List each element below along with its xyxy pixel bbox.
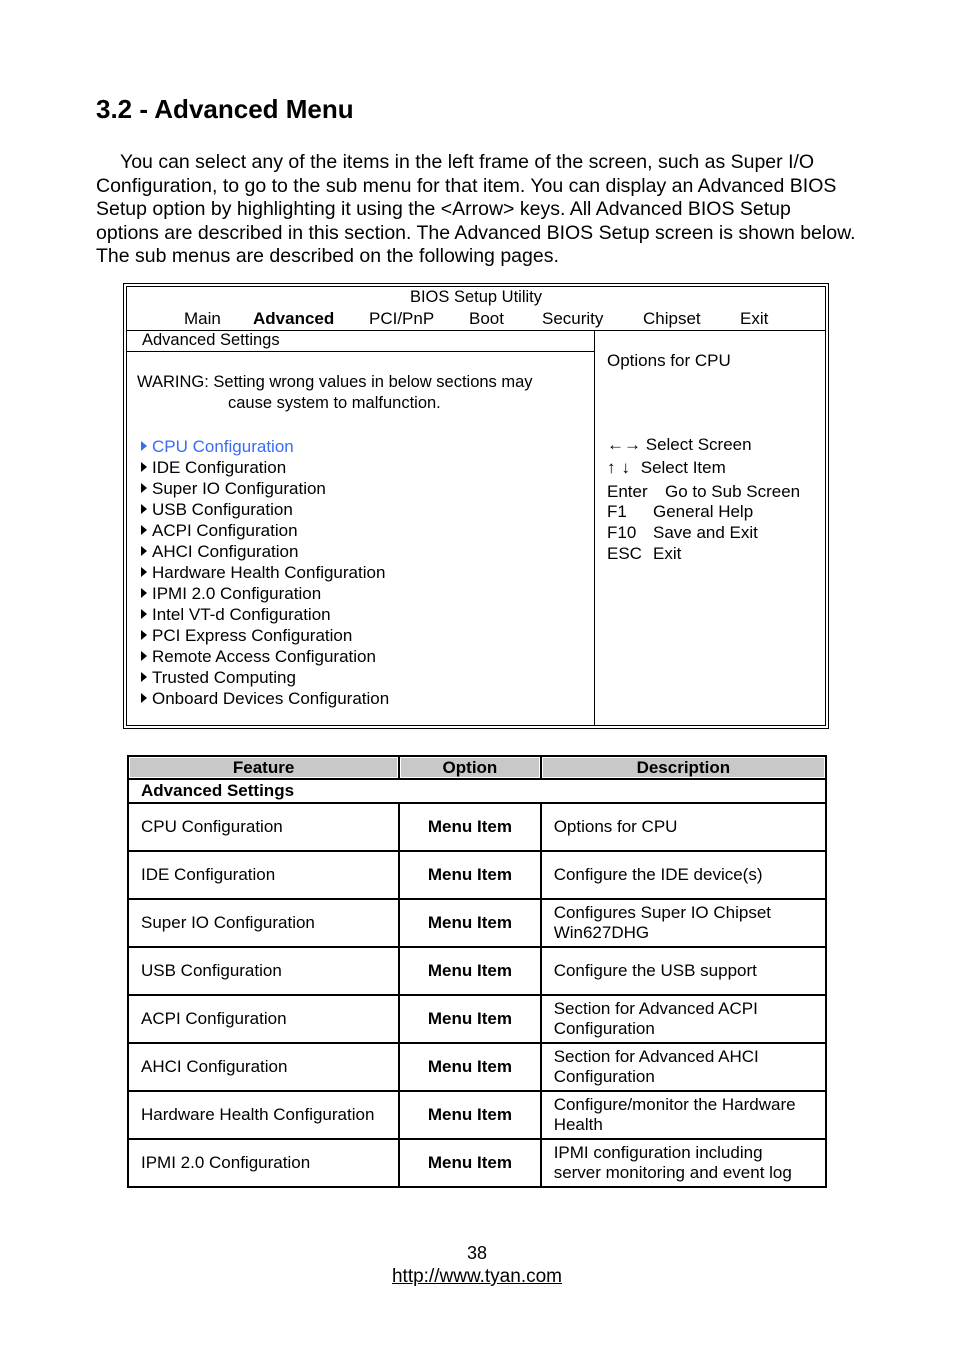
feature-cell: Super IO Configuration bbox=[128, 899, 399, 947]
key-hint bbox=[607, 502, 753, 522]
menu-boot[interactable]: Boot bbox=[469, 309, 504, 328]
table-header-row bbox=[128, 756, 826, 779]
option-cell: Menu Item bbox=[399, 803, 541, 851]
submenu-item-label: Hardware Health Configuration bbox=[152, 563, 386, 582]
triangle-right-icon bbox=[141, 462, 147, 472]
left-right-arrows-icon: ←→ bbox=[607, 435, 641, 454]
submenu-item-superio[interactable] bbox=[141, 478, 389, 499]
submenu-item-remote-access[interactable] bbox=[141, 646, 389, 667]
submenu-item-label: AHCI Configuration bbox=[152, 542, 299, 561]
description-cell: IPMI configuration including server monitoring and event log bbox=[541, 1139, 826, 1187]
triangle-right-icon bbox=[141, 546, 147, 556]
table-section-row bbox=[128, 779, 826, 803]
table-row bbox=[128, 1139, 826, 1187]
menu-main[interactable]: Main bbox=[184, 309, 221, 328]
column-header: Description bbox=[541, 756, 826, 779]
feature-cell: IPMI 2.0 Configuration bbox=[128, 1139, 399, 1187]
triangle-right-icon bbox=[141, 588, 147, 598]
divider bbox=[594, 330, 595, 725]
triangle-right-icon bbox=[141, 441, 147, 451]
triangle-right-icon bbox=[141, 567, 147, 577]
submenu-item-hardware-health[interactable] bbox=[141, 562, 389, 583]
column-header: Feature bbox=[128, 756, 399, 779]
submenu-item-usb[interactable] bbox=[141, 499, 389, 520]
key-hint bbox=[607, 523, 758, 543]
submenu-item-label: CPU Configuration bbox=[152, 437, 294, 456]
section-label: Advanced Settings bbox=[128, 779, 826, 803]
option-cell: Menu Item bbox=[399, 1091, 541, 1139]
footer-url bbox=[0, 1266, 954, 1288]
menu-advanced[interactable]: Advanced bbox=[253, 309, 335, 328]
divider bbox=[127, 351, 594, 352]
key-label: ESC bbox=[607, 544, 642, 563]
key-hint bbox=[607, 435, 752, 455]
table-row bbox=[128, 947, 826, 995]
description-cell: Configure/monitor the Hardware Health bbox=[541, 1091, 826, 1139]
description-cell: Configure the USB support bbox=[541, 947, 826, 995]
warning-text: WARING: Setting wrong values in below sections may bbox=[137, 373, 533, 391]
menu-security[interactable]: Security bbox=[542, 309, 604, 328]
feature-cell: AHCI Configuration bbox=[128, 1043, 399, 1091]
key-label: F1 bbox=[607, 502, 627, 521]
intro-paragraph: You can select any of the items in the left frame of the screen, such as Super I/O Configuration, to go to the sub menu for that item. You can display an Advanced BIOS Setup option by highlighting it using the <Arrow> keys. All Advanced BIOS Setup options are described in this section. The Advanced BIOS Setup screen is shown below. The sub menus are described on the following pages. bbox=[96, 151, 856, 268]
option-cell: Menu Item bbox=[399, 947, 541, 995]
submenu-item-cpu[interactable] bbox=[141, 436, 389, 457]
triangle-right-icon bbox=[141, 483, 147, 493]
key-action: General Help bbox=[653, 502, 754, 521]
option-cell: Menu Item bbox=[399, 1139, 541, 1187]
triangle-right-icon bbox=[141, 525, 147, 535]
submenu-item-label: PCI Express Configuration bbox=[152, 626, 353, 645]
bios-screen bbox=[123, 283, 829, 729]
bios-title: BIOS Setup Utility bbox=[409, 288, 543, 306]
section-title: Advanced Settings bbox=[142, 331, 280, 349]
submenu-item-trusted-computing[interactable] bbox=[141, 667, 389, 688]
warning-text: cause system to malfunction. bbox=[228, 394, 441, 412]
triangle-right-icon bbox=[141, 609, 147, 619]
key-label: Enter bbox=[607, 482, 648, 501]
key-action: Exit bbox=[653, 544, 682, 563]
triangle-right-icon bbox=[141, 693, 147, 703]
submenu-item-ide[interactable] bbox=[141, 457, 389, 478]
triangle-right-icon bbox=[141, 630, 147, 640]
submenu-item-label: IDE Configuration bbox=[152, 458, 287, 477]
submenu-item-label: Intel VT-d Configuration bbox=[152, 605, 331, 624]
key-hint bbox=[607, 458, 726, 478]
help-text: Options for CPU bbox=[607, 351, 731, 370]
submenu-list bbox=[141, 436, 389, 709]
submenu-item-label: IPMI 2.0 Configuration bbox=[152, 584, 322, 603]
description-cell: Section for Advanced ACPI Configuration bbox=[541, 995, 826, 1043]
submenu-item-label: Trusted Computing bbox=[152, 668, 296, 687]
feature-cell: USB Configuration bbox=[128, 947, 399, 995]
submenu-item-acpi[interactable] bbox=[141, 520, 389, 541]
table-row bbox=[128, 1043, 826, 1091]
key-label: F10 bbox=[607, 523, 637, 542]
submenu-item-label: USB Configuration bbox=[152, 500, 293, 519]
feature-cell: CPU Configuration bbox=[128, 803, 399, 851]
option-cell: Menu Item bbox=[399, 995, 541, 1043]
key-action: Select Item bbox=[640, 458, 726, 477]
column-header: Option bbox=[399, 756, 541, 779]
submenu-item-vtd[interactable] bbox=[141, 604, 389, 625]
menu-exit[interactable]: Exit bbox=[740, 309, 769, 328]
submenu-item-pci-express[interactable] bbox=[141, 625, 389, 646]
table-row bbox=[128, 995, 826, 1043]
option-cell: Menu Item bbox=[399, 899, 541, 947]
option-cell: Menu Item bbox=[399, 851, 541, 899]
bios-frame bbox=[126, 286, 826, 726]
feature-table bbox=[127, 755, 827, 1188]
page-number: 38 bbox=[466, 1243, 488, 1263]
menu-chipset[interactable]: Chipset bbox=[643, 309, 701, 328]
website-link[interactable]: http://www.tyan.com bbox=[391, 1266, 562, 1287]
submenu-item-onboard-devices[interactable] bbox=[141, 688, 389, 709]
submenu-item-label: ACPI Configuration bbox=[152, 521, 298, 540]
triangle-right-icon bbox=[141, 672, 147, 682]
key-hint bbox=[607, 482, 800, 502]
feature-cell: IDE Configuration bbox=[128, 851, 399, 899]
option-cell: Menu Item bbox=[399, 1043, 541, 1091]
description-cell: Section for Advanced AHCI Configuration bbox=[541, 1043, 826, 1091]
key-action: Select Screen bbox=[645, 435, 752, 454]
table-row bbox=[128, 851, 826, 899]
page-heading: 3.2 - Advanced Menu bbox=[96, 94, 354, 124]
key-hint bbox=[607, 544, 681, 564]
key-action: Go to Sub Screen bbox=[665, 482, 801, 501]
up-down-arrows-icon: ↑↓ bbox=[607, 458, 636, 477]
feature-cell: ACPI Configuration bbox=[128, 995, 399, 1043]
triangle-right-icon bbox=[141, 504, 147, 514]
submenu-item-ipmi[interactable] bbox=[141, 583, 389, 604]
submenu-item-label: Super IO Configuration bbox=[152, 479, 326, 498]
description-cell: Configure the IDE device(s) bbox=[541, 851, 826, 899]
bios-menu-bar bbox=[127, 309, 825, 329]
table-row bbox=[128, 1091, 826, 1139]
submenu-item-label: Onboard Devices Configuration bbox=[152, 689, 390, 708]
table-row bbox=[128, 899, 826, 947]
menu-pcipnp[interactable]: PCI/PnP bbox=[369, 309, 435, 328]
description-cell: Configures Super IO Chipset Win627DHG bbox=[541, 899, 826, 947]
submenu-item-ahci[interactable] bbox=[141, 541, 389, 562]
triangle-right-icon bbox=[141, 651, 147, 661]
description-cell: Options for CPU bbox=[541, 803, 826, 851]
key-action: Save and Exit bbox=[653, 523, 758, 542]
submenu-item-label: Remote Access Configuration bbox=[152, 647, 376, 666]
feature-cell: Hardware Health Configuration bbox=[128, 1091, 399, 1139]
table-row bbox=[128, 803, 826, 851]
